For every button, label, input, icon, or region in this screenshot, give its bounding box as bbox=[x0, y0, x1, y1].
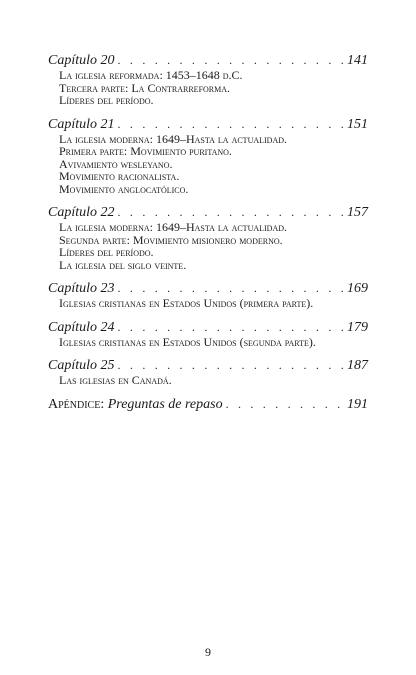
appendix-label: Apéndice: bbox=[48, 396, 105, 412]
section-line: La iglesia moderna: 1649–Hasta la actualidad. bbox=[59, 131, 288, 146]
section-line: La iglesia reformada: 1453–1648 d.C. bbox=[59, 68, 243, 82]
section-line: Movimiento racionalista. bbox=[59, 169, 180, 183]
toc-entry-head bbox=[48, 280, 368, 297]
section-line: Iglesias cristianas en Estados Unidos (segunda parte). bbox=[59, 334, 316, 349]
toc-entry-chapter-22 bbox=[48, 204, 368, 271]
section-line: Movimiento anglocatólico. bbox=[59, 181, 189, 196]
toc-entry-head bbox=[48, 52, 368, 69]
section-line: Líderes del período. bbox=[59, 245, 154, 259]
section-line: Primera parte: Movimiento puritano. bbox=[59, 144, 232, 158]
toc-entry-head bbox=[48, 116, 368, 133]
page-number: 157 bbox=[347, 205, 368, 220]
appendix-title: Preguntas de repaso bbox=[107, 396, 223, 412]
page-number: 141 bbox=[347, 53, 368, 68]
toc-entry-chapter-25 bbox=[48, 357, 368, 387]
section-line: Iglesias cristianas en Estados Unidos (primera parte). bbox=[59, 296, 314, 310]
chapter-title: Capítulo 20 bbox=[48, 53, 115, 68]
chapter-title: Capítulo 25 bbox=[48, 358, 115, 373]
section-line: Avivamiento wesleyano. bbox=[59, 156, 173, 171]
table-of-contents bbox=[48, 52, 368, 422]
toc-entry-head bbox=[48, 319, 368, 336]
dot-leader bbox=[226, 396, 344, 412]
dot-leader bbox=[118, 319, 344, 335]
page-number: 169 bbox=[347, 281, 368, 296]
section-line: La iglesia del siglo veinte. bbox=[59, 257, 187, 272]
page-number: 191 bbox=[347, 396, 368, 412]
toc-entry-appendix bbox=[48, 396, 368, 413]
page-folio: 9 bbox=[205, 645, 211, 659]
section-line: La iglesia moderna: 1649–Hasta la actualidad. bbox=[59, 220, 288, 234]
dot-leader bbox=[118, 280, 344, 296]
toc-entry-chapter-24 bbox=[48, 319, 368, 349]
toc-entry-chapter-20 bbox=[48, 52, 368, 107]
page-number: 187 bbox=[347, 358, 368, 373]
dot-leader bbox=[118, 204, 344, 220]
dot-leader bbox=[118, 116, 344, 132]
section-line: Líderes del período. bbox=[59, 93, 154, 107]
chapter-title: Capítulo 23 bbox=[48, 281, 115, 296]
chapter-title: Capítulo 24 bbox=[48, 319, 115, 335]
section-line: Las iglesias en Canadá. bbox=[59, 373, 172, 387]
page-number: 179 bbox=[347, 319, 368, 335]
chapter-title: Capítulo 22 bbox=[48, 205, 115, 220]
toc-entry-head bbox=[48, 357, 368, 374]
chapter-title: Capítulo 21 bbox=[48, 116, 115, 132]
section-line: Segunda parte: Movimiento misionero moderno. bbox=[59, 232, 283, 247]
toc-entry-chapter-23 bbox=[48, 280, 368, 310]
toc-entry-head bbox=[48, 396, 368, 413]
section-line: Tercera parte: La Contrarreforma. bbox=[59, 80, 231, 95]
toc-entry-head bbox=[48, 204, 368, 221]
toc-entry-chapter-21 bbox=[48, 116, 368, 196]
dot-leader bbox=[118, 52, 344, 68]
dot-leader bbox=[118, 357, 344, 373]
page-number: 151 bbox=[347, 116, 368, 132]
